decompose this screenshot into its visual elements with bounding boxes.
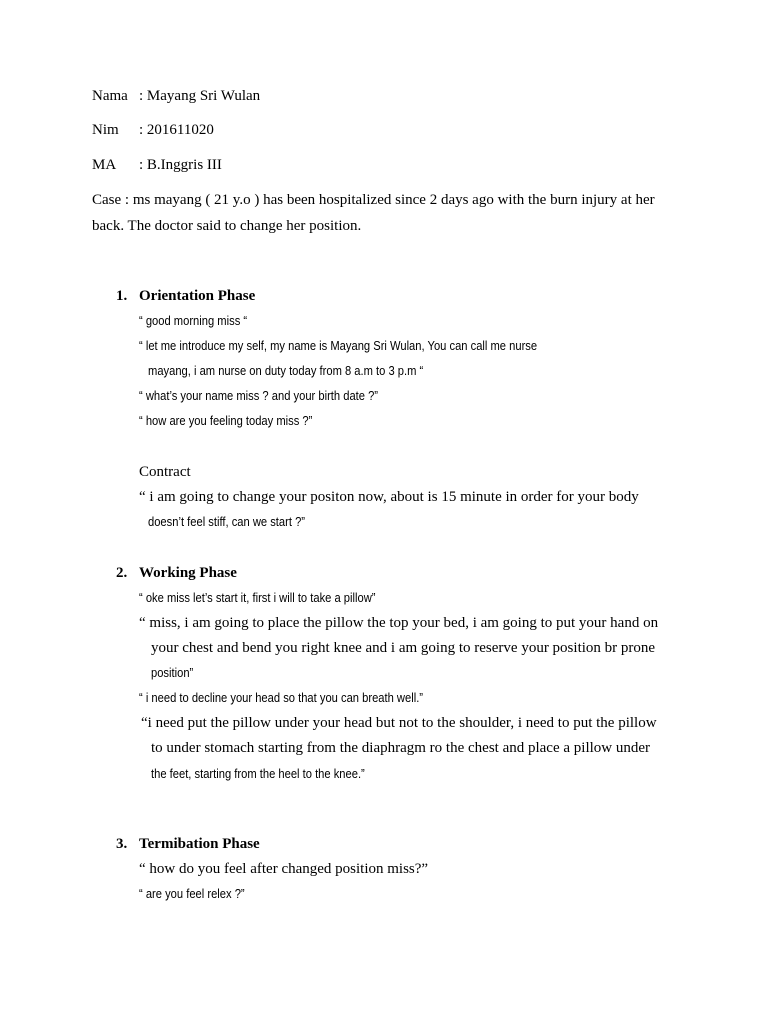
header-name-row <box>92 87 260 105</box>
case-line-2: back. The doctor said to change her position. <box>92 218 362 234</box>
name-value: : Mayang Sri Wulan <box>139 88 261 104</box>
section-1-line: “ what’s your name miss ? and your birth date ?” <box>139 388 379 403</box>
contract-line-1: “ i am going to change your positon now, about is 15 minute in order for your body <box>139 489 639 505</box>
section-1-line: “ how are you feeling today miss ?” <box>139 413 313 428</box>
contract-title: Contract <box>139 464 191 480</box>
nim-value: : 201611020 <box>139 122 214 138</box>
contract-line-2: doesn’t feel stiff, can we start ?” <box>148 514 306 529</box>
section-2-number: 2. <box>116 565 128 581</box>
case-line-1: Case : ms mayang ( 21 y.o ) has been hospitalized since 2 days ago with the burn injury at her <box>92 192 655 208</box>
section-1-line: “ let me introduce my self, my name is Mayang Sri Wulan, You can call me nurse <box>139 338 538 353</box>
name-label: Nama <box>92 88 128 104</box>
ma-value: : B.Inggris III <box>139 157 222 173</box>
section-2-line: “ miss, i am going to place the pillow the top your bed, i am going to put your hand on <box>139 615 659 631</box>
section-2-line: your chest and bend you right knee and i am going to reserve your position br prone <box>151 640 656 656</box>
section-3-number: 3. <box>116 836 128 852</box>
section-2-line: to under stomach starting from the diaphragm ro the chest and place a pillow under <box>151 740 651 756</box>
section-1-number: 1. <box>116 288 128 304</box>
section-2-line: “ oke miss let’s start it, first i will to take a pillow” <box>139 590 376 605</box>
ma-label: MA <box>92 157 117 173</box>
section-2-line: “i need put the pillow under your head but not to the shoulder, i need to put the pillow <box>141 715 657 731</box>
section-2-line: “ i need to decline your head so that you can breath well.” <box>139 690 424 705</box>
header-nim-row <box>92 121 214 139</box>
section-3-line: “ are you feel relex ?” <box>139 886 245 901</box>
section-1-line: mayang, i am nurse on duty today from 8 a.m to 3 p.m “ <box>148 363 424 378</box>
header-ma-row <box>92 156 222 174</box>
section-3-line: “ how do you feel after changed position miss?” <box>139 861 429 877</box>
section-2-line: the feet, starting from the heel to the knee.” <box>151 766 365 781</box>
nim-label: Nim <box>92 122 119 138</box>
section-2-title: Working Phase <box>139 565 237 581</box>
section-1-title: Orientation Phase <box>139 288 256 304</box>
section-1-line: “ good morning miss “ <box>139 313 248 328</box>
section-3-title: Termibation Phase <box>139 836 260 852</box>
section-2-line: position” <box>151 665 194 680</box>
